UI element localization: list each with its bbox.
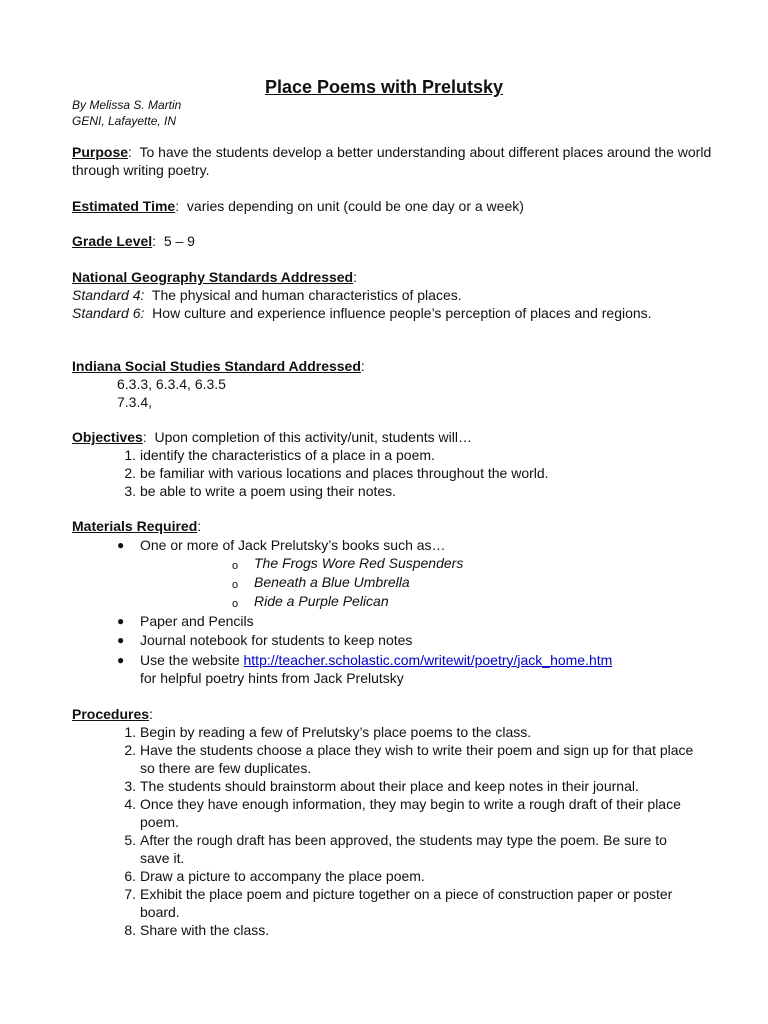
book-item: o Ride a Purple Pelican bbox=[232, 593, 389, 610]
materials-website-prefix: Use the website bbox=[140, 651, 240, 668]
procedures-list bbox=[72, 723, 698, 939]
author-name: By Melissa S. Martin bbox=[72, 98, 182, 112]
list-item: 1. Begin by reading a few of Prelutsky’s place poems to the class. bbox=[124, 724, 532, 740]
indiana-standard-line: 6.3.3, 6.3.4, 6.3.5 bbox=[117, 376, 226, 392]
estimated-time-section: Estimated Time: varies depending on unit (could be one day or a week) bbox=[72, 198, 524, 214]
list-item: 7. Exhibit the place poem and picture together on a piece of construction paper or poster board. bbox=[124, 886, 673, 920]
procedures-section: Procedures: 1. Begin by reading a few of Prelutsky’s place poems to the class. 2. Have the students choose a place they wish to write their poem and sign up for that place so there are few duplicates. 3. The students should brainstorm about their place and keep notes in their journal. 4. Once they have enough information, they may begin to write a rough draft of their place poem. 5. After the rough draft has been approved, the students may type the poem. Be sure to save it. 6. Draw a picture to accompany the place poem. 7. Exhibit the place poem and picture together on a piece of construction paper or poster board. 8. Share with the class. bbox=[72, 705, 712, 939]
list-item: 1. identify the characteristics of a place in a poem. bbox=[124, 447, 435, 463]
objective-text: be familiar with various locations and places throughout the world. bbox=[140, 465, 549, 481]
purpose-label: Purpose bbox=[72, 144, 129, 160]
author-block bbox=[72, 97, 181, 129]
standard-label: Standard 6: bbox=[72, 305, 145, 321]
standard-label: Standard 4: bbox=[72, 287, 145, 303]
list-item: ● Use the website http://teacher.scholastic.com/writewit/poetry/jack_home.htm for helpful poetry hints from Jack Prelutsky bbox=[117, 651, 613, 686]
geography-standards-label: National Geography Standards Addressed bbox=[72, 269, 354, 285]
procedure-text: Exhibit the place poem and picture together on a piece of construction paper or poster board. bbox=[140, 886, 673, 920]
grade-level-text: 5 – 9 bbox=[163, 233, 195, 249]
list-item: 6. Draw a picture to accompany the place poem. bbox=[124, 868, 425, 884]
materials-list bbox=[72, 536, 712, 687]
list-item: 5. After the rough draft has been approved, the students may type the poem. Be sure to save it. bbox=[124, 832, 667, 866]
indiana-standards-label: Indiana Social Studies Standard Addressed bbox=[72, 358, 361, 374]
book-title: The Frogs Wore Red Suspenders bbox=[254, 555, 464, 571]
grade-level-label: Grade Level bbox=[72, 233, 153, 249]
indiana-standards-section: Indiana Social Studies Standard Addressed: 6.3.3, 6.3.4, 6.3.5 7.3.4, bbox=[72, 357, 712, 411]
procedure-text: Once they have enough information, they may begin to write a rough draft of their place poem. bbox=[140, 796, 681, 830]
books-list bbox=[140, 554, 712, 610]
author-org: GENI, Lafayette, IN bbox=[72, 114, 177, 128]
procedure-text: Share with the class. bbox=[140, 922, 270, 938]
procedure-text: Have the students choose a place they wish to write their poem and sign up for that place so there are few duplicates. bbox=[140, 742, 694, 776]
geography-standards-section: National Geography Standards Addressed: Standard 4: The physical and human characteristics of places. Standard 6: How culture and experience influence people’s perception of places and regions. bbox=[72, 268, 712, 322]
list-item: 3. be able to write a poem using their notes. bbox=[124, 483, 397, 499]
objectives-label: Objectives bbox=[72, 429, 143, 445]
procedure-text: After the rough draft has been approved, the students may type the poem. Be sure to save it. bbox=[140, 832, 667, 866]
objective-text: be able to write a poem using their notes. bbox=[140, 483, 397, 499]
standard-text: How culture and experience influence people’s perception of places and regions. bbox=[152, 305, 652, 321]
book-item: o The Frogs Wore Red Suspenders bbox=[232, 555, 464, 572]
estimated-time-text: varies depending on unit (could be one day or a week) bbox=[186, 198, 524, 214]
standard-item bbox=[72, 286, 712, 304]
objectives-intro: Upon completion of this activity/unit, students will… bbox=[154, 429, 472, 445]
list-item: ● One or more of Jack Prelutsky’s books such as… o The Frogs Wore Red Suspenders o Beneath a Blue Umbrella o Ride a Purple Pelican bbox=[72, 536, 712, 610]
list-item: 8. Share with the class. bbox=[124, 922, 270, 938]
book-title: Beneath a Blue Umbrella bbox=[254, 574, 410, 590]
purpose-text: To have the students develop a better understanding about different places around the world through writing poetry. bbox=[72, 144, 712, 178]
materials-label: Materials Required bbox=[72, 518, 198, 534]
procedures-label: Procedures bbox=[72, 706, 150, 722]
list-item: 2. be familiar with various locations and places throughout the world. bbox=[124, 465, 549, 481]
list-item: 2. Have the students choose a place they wish to write their poem and sign up for that place so there are few duplicates. bbox=[124, 742, 694, 776]
standard-item bbox=[72, 304, 712, 322]
purpose-section: Purpose: To have the students develop a better understanding about different places around the world through writing poetry. bbox=[72, 144, 712, 178]
website-link[interactable]: http://teacher.scholastic.com/writewit/poetry/jack_home.htm bbox=[243, 651, 613, 668]
indiana-standard-line: 7.3.4, bbox=[117, 394, 153, 410]
grade-level-section: Grade Level: 5 – 9 bbox=[72, 233, 195, 249]
book-item: o Beneath a Blue Umbrella bbox=[232, 574, 410, 591]
page-title: Place Poems with Prelutsky bbox=[264, 77, 504, 97]
estimated-time-label: Estimated Time bbox=[72, 198, 176, 214]
book-title: Ride a Purple Pelican bbox=[254, 593, 389, 609]
procedure-text: Draw a picture to accompany the place poem. bbox=[140, 868, 425, 884]
materials-paper: Paper and Pencils bbox=[140, 612, 254, 629]
procedure-text: The students should brainstorm about their place and keep notes in their journal. bbox=[140, 778, 639, 794]
materials-website-suffix: for helpful poetry hints from Jack Prelutsky bbox=[140, 669, 404, 686]
objectives-list bbox=[72, 446, 712, 500]
objectives-section: Objectives: Upon completion of this activity/unit, students will… 1. identify the characteristics of a place in a poem. 2. be familiar with various locations and places throughout the world. 3. be able to write a poem using their notes. bbox=[72, 428, 712, 500]
materials-journal: Journal notebook for students to keep notes bbox=[140, 632, 413, 648]
objective-text: identify the characteristics of a place in a poem. bbox=[140, 447, 435, 463]
procedure-text: Begin by reading a few of Prelutsky’s place poems to the class. bbox=[140, 724, 532, 740]
list-item: ● Journal notebook for students to keep notes bbox=[117, 632, 413, 648]
materials-books-intro: One or more of Jack Prelutsky’s books such as… bbox=[140, 537, 446, 553]
list-item: 4. Once they have enough information, they may begin to write a rough draft of their place poem. bbox=[124, 796, 681, 830]
materials-section: Materials Required: ● One or more of Jack Prelutsky’s books such as… o The Frogs Wore Red Suspenders o Beneath a Blue Umbrella o Ride a Purple Pelican ● Paper and Pencils ● Journal notebook for students to keep notes ● Use the website http://teacher.scholastic.com/writewit/poetry/jack_home.htm for helpful poetry hints from Jack Prelutsky bbox=[72, 517, 712, 688]
list-item: 3. The students should brainstorm about their place and keep notes in their journal. bbox=[124, 778, 639, 794]
list-item: ● Paper and Pencils bbox=[117, 612, 254, 629]
standard-text: The physical and human characteristics of places. bbox=[151, 287, 462, 303]
